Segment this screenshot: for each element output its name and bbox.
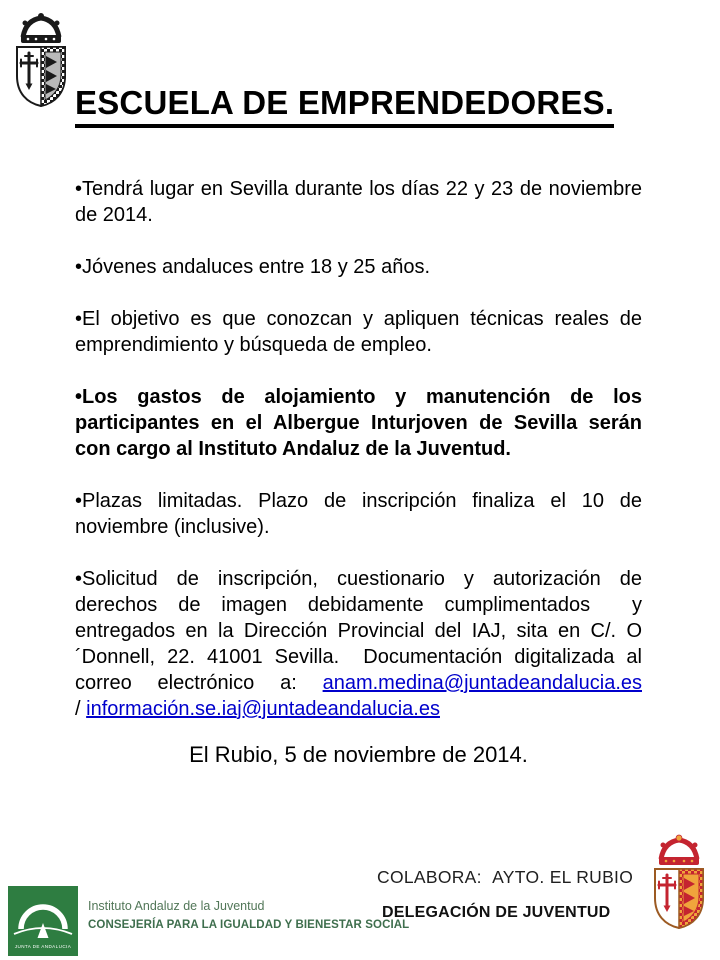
email-link-informacion[interactable]: información.se.iaj@juntadeandalucia.es: [86, 698, 440, 720]
paragraph-costs: •Los gastos de alojamiento y manutención de los participantes en el Albergue Inturjoven de Sevilla serán con cargo al Instituto Andaluz de la Juventud.: [75, 386, 642, 460]
junta-de-andalucia-logo: [8, 886, 78, 956]
consejeria-label: CONSEJERÍA PARA LA IGUALDAD Y BIENESTAR SOCIAL: [88, 918, 410, 931]
paragraph-application: [75, 566, 642, 722]
paragraph-deadline: •Plazas limitadas. Plazo de inscripción finaliza el 10 de noviembre (inclusive).: [75, 490, 642, 538]
title-text: ESCUELA DE EMPRENDEDORES.: [75, 84, 614, 128]
government-footer-text: [88, 899, 409, 932]
el-rubio-coat-of-arms-color-icon: [646, 831, 712, 931]
colabora-label: COLABORA: AYTO. EL RUBIO: [377, 867, 634, 887]
date-line: El Rubio, 5 de noviembre de 2014.: [189, 742, 528, 767]
paragraph-venue: •Tendrá lugar en Sevilla durante los días 22 y 23 de noviembre de 2014.: [75, 178, 642, 226]
application-text: •Solicitud de inscripción, cuestionario y autorización de derechos de imagen debidamente cumplimentados y entregados en la Dirección Provincial del IAJ, sita en C/. O´Donnell, 22. 41001 Sevilla. Documentación digitalizada al correo electrónico a:: [75, 568, 642, 694]
body-text: [75, 176, 642, 748]
junta-logo-text: JUNTA DE ANDALUCIA: [14, 944, 72, 949]
delegacion-label: DELEGACIÓN DE JUVENTUD: [382, 904, 611, 921]
email-link-anam-medina[interactable]: anam.medina@juntadeandalucia.es: [322, 672, 642, 694]
email-separator: /: [75, 698, 87, 720]
paragraph-objective: •El objetivo es que conozcan y apliquen técnicas reales de emprendimiento y búsqueda de empleo.: [75, 308, 642, 356]
el-rubio-coat-of-arms-bw-icon: [8, 10, 74, 108]
page-title: [75, 84, 614, 128]
paragraph-participants: •Jóvenes andaluces entre 18 y 25 años.: [75, 256, 431, 278]
instituto-label: Instituto Andaluz de la Juventud: [88, 899, 265, 913]
